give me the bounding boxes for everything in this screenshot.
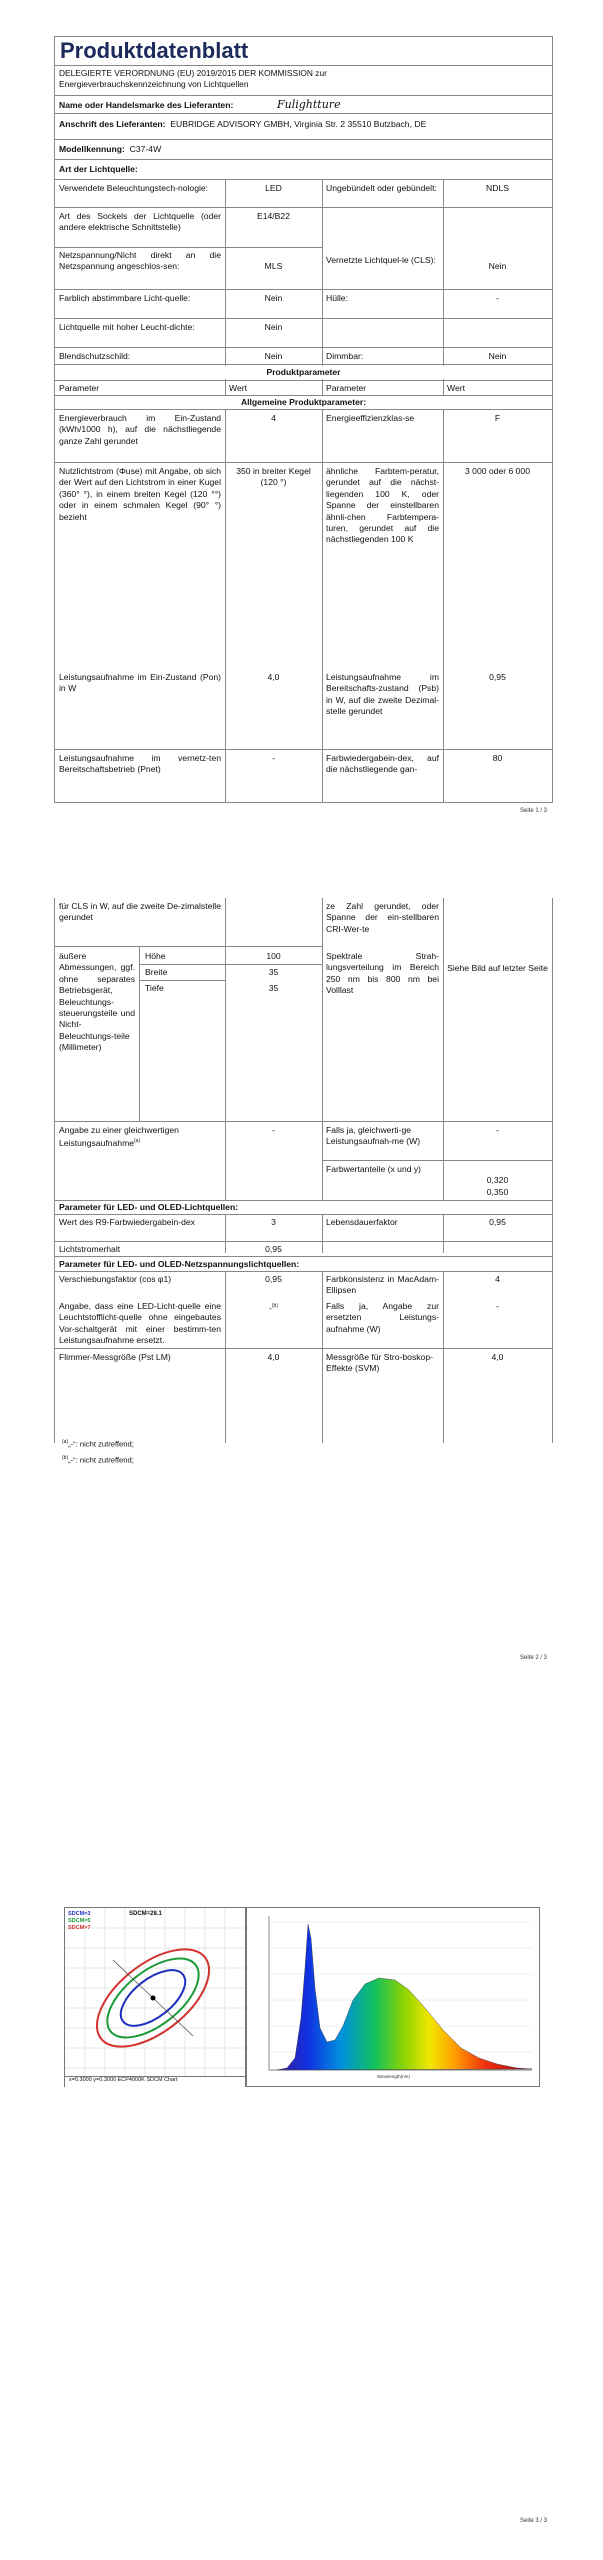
equiv-label [55, 1124, 225, 1151]
datasheet-page1 [54, 36, 553, 803]
dim-width-value: 35 [268, 967, 279, 977]
type-row-4-value-2: - [496, 293, 499, 303]
r9-label: Wert des R9-Farbwiedergabein-dex [55, 1216, 225, 1229]
footnote-a [58, 1436, 138, 1451]
supplier-name-label: Name oder Handelsmarke des Lieferanten: [59, 100, 234, 110]
dim-width-label: Breite [145, 967, 168, 977]
flicker-label: Flimmer-Messgröße (Pst LM) [59, 1352, 171, 1362]
color-share-label: Farbwertanteile (x und y) [326, 1164, 422, 1174]
type-row-6-label: Blendschutzschild: [59, 351, 131, 361]
cont-right: ze Zahl gerundet, oder Spanne der ein-stellbaren CRI-Wer-te [326, 901, 439, 934]
param-row-3-label: Leistungsaufnahme im Ein-Zustand (Pon) in W [59, 672, 221, 694]
product-params-header: Produktparameter [55, 366, 552, 379]
sdcm-center-point [151, 1996, 156, 2001]
type-row-5-value: Nein [264, 322, 283, 332]
param-row-2-value-2: 3 000 oder 6 000 [465, 466, 530, 476]
regulation-text: DELEGIERTE VERORDNUNG (EU) 2019/2015 DER KOMMISSION zur Energieverbrauchskennzeichnung von Lichtquellen [59, 68, 327, 90]
supplier-address-value: EUBRIDGE ADVISORY GMBH, Virginia Str. 2 35510 Butzbach, DE [170, 119, 427, 129]
fluor-value-text: - [269, 1302, 272, 1313]
spectral-value: Siehe Bild auf letzter Seite [447, 963, 548, 973]
sdcm-legend-5: SDCM=5 [68, 1918, 91, 1924]
svm-label: Messgröße für Stro-boskop-Effekte (SVM) [326, 1352, 433, 1374]
model-id [55, 143, 165, 156]
spectrum-curve [277, 1924, 532, 2070]
type-row-1-label-2: Ungebündelt oder gebündelt: [326, 183, 437, 193]
lumen-label: Lichtstromerhalt [55, 1243, 225, 1256]
col-header-parameter-2: Parameter [326, 383, 367, 393]
dim-depth-label: Tiefe [145, 983, 164, 993]
page-number-2: Seite 2 / 3 [520, 1655, 548, 1661]
param-row-3-value-2: 0,95 [489, 672, 506, 682]
page-number-3: Seite 3 / 3 [520, 2518, 548, 2524]
mains-header: Parameter für LED- und OLED-Netzspannungslichtquellen: [55, 1258, 552, 1271]
shift-label: Verschiebungsfaktor (cos φ1) [59, 1274, 172, 1284]
lumen-value: 0,95 [265, 1244, 282, 1254]
col-header-parameter: Parameter [55, 382, 225, 395]
equiv-right-value: - [496, 1125, 499, 1135]
model-value: C37-4W [129, 144, 162, 154]
param-row-1-label: Energieverbrauch im Ein-Zustand (kWh/1000 h), auf die nächstliegende ganze Zahl gerundet [59, 413, 221, 446]
page-title: Produktdatenblatt [60, 38, 249, 63]
dims-label: äußere Abmessungen, ggf. ohne separates Betriebsgerät, Beleuchtungs-steuerungsteile und Nicht-Beleuchtungs-teile (Millimeter) [59, 951, 135, 1053]
type-row-3-label: Netzspannung/Nicht direkt an die Netzspannung angeschlos-sen: [59, 250, 221, 272]
dim-height-label: Höhe [145, 951, 166, 961]
equiv-label-text: Angabe zu einer gleichwertigen Leistungsaufnahme [59, 1125, 179, 1149]
type-row-5-label: Lichtquelle mit hoher Leucht-dichte: [59, 322, 195, 332]
r9-value: 3 [271, 1217, 276, 1227]
spectrum-svg [247, 1908, 539, 2086]
param-row-2-label: Nutzlichtstrom (Φuse) mit Angabe, ob sich der Wert auf den Lichtstrom in einer Kugel (360° °), in einem breiten Kegel (120 °°) oder in einem schmalen Kegel (90° °) bezieht [59, 466, 221, 522]
color-share-y: 0,350 [486, 1187, 509, 1197]
param-row-3-value: 4,0 [267, 672, 280, 682]
page-number-1: Seite 1 / 3 [520, 808, 548, 814]
general-params-header: Allgemeine Produktparameter: [55, 396, 552, 409]
replace-value: - [496, 1301, 499, 1311]
fluor-label: Angabe, dass eine LED-Licht-quelle eine Leuchtstofflicht-quelle ohne eingebautes Vor-schaltgerät mit einer bestimm-ten Leistungsaufnahme ersetzt. [59, 1301, 221, 1346]
sdcm-title: SDCM=28.1 [129, 1911, 162, 1917]
equiv-value: - [272, 1125, 275, 1135]
param-row-2-value: 350 in breiter Kegel (120 °) [236, 466, 311, 488]
spectrum-chart [246, 1907, 540, 2087]
led-oled-header: Parameter für LED- und OLED-Lichtquellen: [55, 1201, 552, 1214]
sdcm-footer: x=0.3000 y=0.3000 ECP4000K SDCM Chart [69, 2077, 178, 2083]
sdcm-legend-7: SDCM=7 [68, 1925, 91, 1931]
param-row-2-label-2: ähnliche Farbtem-peratur, gerundet auf die nächst-liegenden 100 K, oder Spanne der einstellbaren ähnli-chen Farbtempera-turen, gerundet auf die nächstliegenden 100 K [326, 466, 439, 545]
life-label: Lebensdauerfaktor [326, 1217, 398, 1227]
param-row-1-value: 4 [271, 413, 276, 423]
type-row-4-label: Farblich abstimmbare Licht-quelle: [59, 293, 191, 303]
type-row-6-value: Nein [264, 351, 283, 361]
footnote-a-mark: (a) [62, 1439, 69, 1445]
type-row-4-label-2: Hülle: [326, 293, 348, 303]
model-label: Modellkennung: [59, 144, 125, 154]
dim-depth-value: 35 [268, 983, 279, 993]
replace-label: Falls ja, Angabe zur ersetzten Leistungs-aufnahme (W) [326, 1301, 439, 1334]
footnote-b [58, 1452, 138, 1467]
equiv-note: (a) [134, 1138, 141, 1145]
type-row-1-label: Verwendete Beleuchtungstech-nologie: [59, 183, 209, 193]
param-row-1-value-2: F [494, 413, 501, 423]
col-header-value-2: Wert [447, 383, 465, 393]
param-row-3-label-2: Leistungsaufnahme im Bereitschafts-zustand (Psb) in W, auf die zweite Dezimal-stelle gerundet [326, 672, 439, 717]
type-row-6-value-2: Nein [488, 351, 507, 361]
equiv-right-label: Falls ja, gleichwerti-ge Leistungsaufnah-me (W) [326, 1125, 421, 1147]
param-row-4-value: - [272, 753, 275, 763]
datasheet-page2 [54, 898, 553, 1444]
macadam-label: Farbkonsistenz in MacAdam-Ellipsen [326, 1274, 439, 1296]
param-row-4-value-2: 80 [492, 753, 503, 763]
color-share-x: 0,320 [486, 1175, 509, 1185]
supplier-address [55, 118, 430, 131]
param-row-4-label-2: Farbwiedergabein-dex, auf die nächstliegende gan- [326, 753, 439, 775]
type-row-3-value-2: Nein [488, 261, 507, 271]
shift-value: 0,95 [265, 1274, 282, 1284]
svm-value: 4,0 [491, 1352, 504, 1362]
flicker-value: 4,0 [267, 1352, 280, 1362]
footnote-a-text: „-“: nicht zutreffend; [68, 1439, 134, 1449]
sdcm-legend-3: SDCM=3 [68, 1911, 91, 1917]
param-row-1-label-2: Energieeffizienzklas-se [326, 413, 415, 423]
macadam-value: 4 [495, 1274, 500, 1284]
type-row-2-label: Art des Sockels der Lichtquelle (oder andere elektrische Schnittstelle) [59, 211, 221, 233]
sdcm-chart [64, 1907, 246, 2087]
supplier-address-label: Anschrift des Lieferanten: [59, 119, 166, 129]
spectral-label: Spektrale Strah-lungsverteilung im Bereich 250 nm bis 800 nm bei Volllast [326, 951, 439, 996]
light-type-label: Art der Lichtquelle: [59, 164, 138, 174]
param-row-4-label: Leistungsaufnahme im vernetz-ten Bereitschaftsbetrieb (Pnet) [59, 753, 221, 775]
footnote-b-mark: (b) [62, 1455, 69, 1461]
type-row-6-label-2: Dimmbar: [326, 351, 364, 361]
fluor-value [225, 1300, 322, 1315]
col-header-value: Wert [229, 383, 247, 393]
type-row-4-value: Nein [264, 293, 283, 303]
type-row-1-value: LED [265, 183, 282, 193]
cont-left: für CLS in W, auf die zweite De-zimalstelle gerundet [59, 901, 221, 923]
type-row-1-value-2: NDLS [486, 183, 509, 193]
spectrum-xlabel: Wavelength(nm) [377, 2074, 410, 2079]
dim-height-value: 100 [266, 951, 281, 961]
type-row-3-value: MLS [264, 261, 283, 271]
supplier-name-value: Fulightture [277, 98, 341, 111]
type-row-3-label-2: Vernetzte Lichtquel-le (CLS): [326, 255, 436, 265]
life-value: 0,95 [489, 1217, 506, 1227]
footnote-b-text: „-“: nicht zutreffend; [68, 1455, 134, 1465]
sdcm-svg [65, 1908, 245, 2086]
type-row-2-value: E14/B22 [257, 211, 290, 221]
fluor-note: (b) [271, 1303, 278, 1309]
